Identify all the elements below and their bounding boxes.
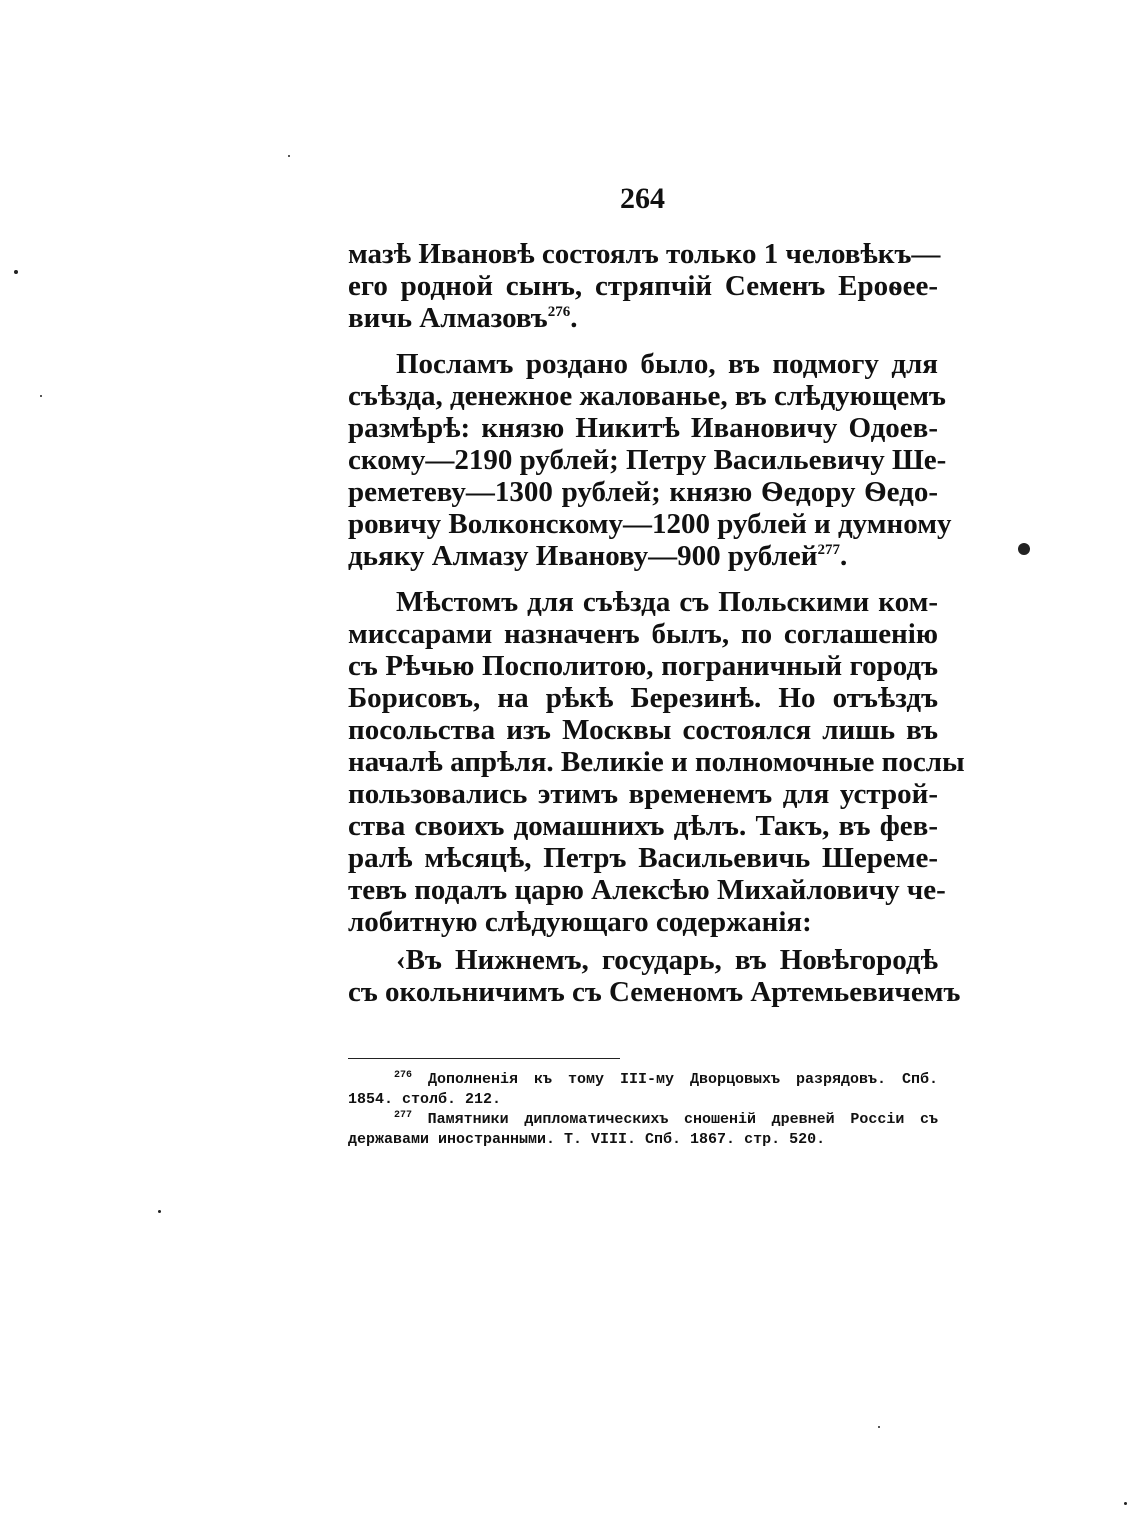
body-line: его родной сынъ, стряпчій Семенъ Ероѳее- [348,270,938,302]
body-line: началѣ апрѣля. Великіе и полномочные послы [348,746,965,778]
body-line: съ Рѣчью Посполитою, пограничный городъ [348,650,938,682]
scan-speck [1124,1502,1127,1505]
body-line: лобитную слѣдующаго содержанія: [348,906,812,938]
scan-speck [878,1426,880,1428]
footnote-mark: 277 [394,1110,413,1121]
scan-speck [14,270,18,274]
body-line-text: дьяку Алмазу Иванову—900 рублей [348,540,818,572]
body-line: размѣрѣ: князю Никитѣ Ивановичу Одоев- [348,412,938,444]
body-line: ровичу Волконскому—1200 рублей и думному [348,508,952,540]
footnotes [348,1070,938,1150]
body-line: вичь Алмазовъ$^{276}$. [348,302,578,334]
body-line: пользовались этимъ временемъ для устрой- [348,778,938,810]
footnote-mark: 276 [394,1070,413,1081]
footnote-text: Дополненія къ тому III-му Дворцовыхъ разрядовъ. Спб. [412,1071,938,1088]
body-line-text: вичь Алмазовъ [348,302,548,334]
footnote-line: державами иностранными. Т. VIII. Спб. 1867. стр. 520. [348,1131,826,1148]
body-line: съ окольничимъ съ Семеномъ Артемьевичемъ [348,976,961,1008]
body-line: реметеву—1300 рублей; князю Ѳедору Ѳедо- [348,476,938,508]
footnote-rule [348,1058,620,1059]
footnote-reference: 277 [817,542,840,558]
body-line: скому—2190 рублей; Петру Васильевичу Ше- [348,444,947,476]
body-line: ства своихъ домашнихъ дѣлъ. Такъ, въ фев- [348,810,938,842]
footnote-line [348,1110,938,1130]
body-line: Посламъ роздано было, въ подмогу для [396,348,938,380]
body-line: тевъ подалъ царю Алексѣю Михайловичу че- [348,874,946,906]
scan-speck [1018,543,1030,555]
body-line: съѣзда, денежное жалованье, въ слѣдующемъ [348,380,946,412]
body-text [348,238,965,1008]
scan-speck [288,155,290,157]
footnote-line: 1854. столб. 212. [348,1091,502,1108]
scan-speck [158,1210,161,1213]
body-line: дьяку Алмазу Иванову—900 рублей$^{277}$. [348,540,848,572]
page-number: 264 [620,182,665,215]
body-line: Борисовъ, на рѣкѣ Березинѣ. Но отъѣздъ [348,682,938,714]
scan-speck [40,395,42,397]
body-line: ралѣ мѣсяцѣ, Петръ Васильевичь Шереме- [348,842,938,874]
footnote-reference: 276 [547,304,571,320]
footnote-text: Памятники дипломатическихъ сношеній древней Россіи съ [412,1111,938,1128]
body-line: посольства изъ Москвы состоялся лишь въ [348,714,938,746]
body-line: ‹Въ Нижнемъ, государь, въ Новѣгородѣ [396,944,938,976]
body-line: Мѣстомъ для съѣзда съ Польскими ком- [396,586,938,618]
body-line: мазѣ Ивановѣ состоялъ только 1 человѣкъ— [348,238,941,270]
footnote-line [348,1070,938,1090]
body-line: миссарами назначенъ былъ, по соглашенію [348,618,938,650]
